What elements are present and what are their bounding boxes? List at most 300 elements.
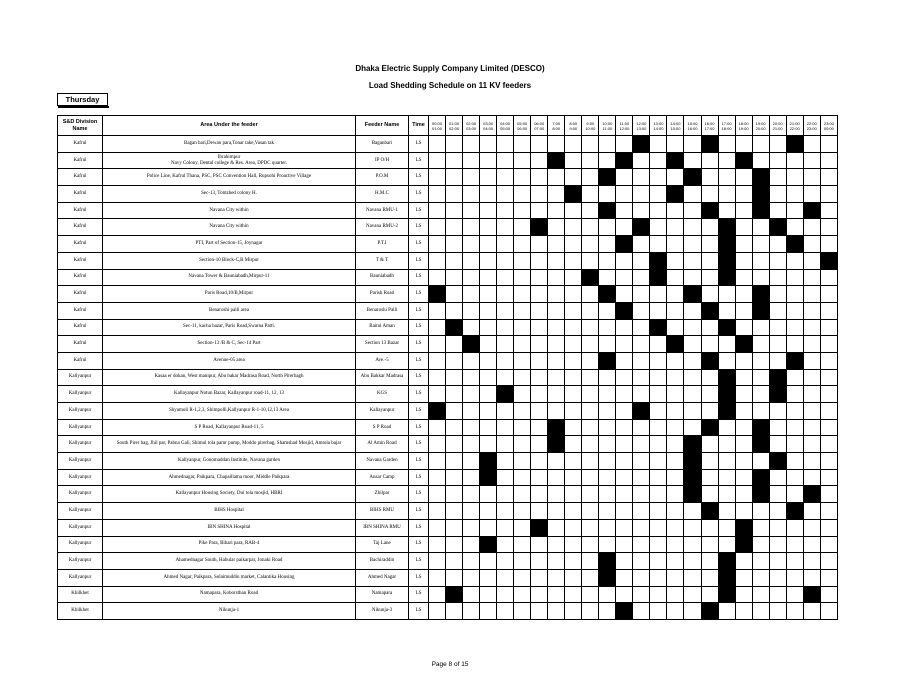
slot-cell	[786, 319, 803, 336]
division-cell: Kallyanpur	[58, 569, 103, 586]
slot-cell	[582, 286, 599, 303]
shedding-slot-cell	[701, 302, 718, 319]
table-row	[58, 603, 838, 620]
slot-cell	[650, 503, 667, 520]
slot-cell	[429, 252, 446, 269]
shedding-slot-cell	[701, 419, 718, 436]
slot-cell	[582, 536, 599, 553]
slot-cell	[463, 186, 480, 203]
slot-cell	[582, 219, 599, 236]
slot-cell	[752, 586, 769, 603]
shedding-slot-cell	[718, 269, 735, 286]
slot-cell	[735, 219, 752, 236]
slot-cell	[769, 252, 786, 269]
slot-cell	[820, 369, 837, 386]
shedding-slot-cell	[718, 386, 735, 403]
slot-cell	[650, 236, 667, 253]
shedding-slot-cell	[752, 486, 769, 503]
shedding-slot-cell	[735, 336, 752, 353]
slot-cell	[701, 569, 718, 586]
feeder-cell: Namapara	[356, 586, 409, 603]
slot-cell	[429, 419, 446, 436]
slot-cell	[514, 503, 531, 520]
slot-start: 12:00	[636, 120, 647, 126]
slot-cell	[667, 403, 684, 420]
slot-cell	[463, 403, 480, 420]
slot-cell	[497, 519, 514, 536]
slot-cell	[565, 219, 582, 236]
slot-cell	[429, 336, 446, 353]
slot-cell	[429, 169, 446, 186]
slot-cell	[752, 603, 769, 620]
slot-cell	[803, 436, 820, 453]
time-cell: LS	[409, 202, 429, 219]
shedding-slot-cell	[480, 453, 497, 470]
slot-cell	[701, 152, 718, 169]
area-cell: Kasaa er dokan, West manipur, Abu bakar Madrasa Road, North Pirerbagh	[103, 369, 356, 386]
slot-end: 14:00	[653, 125, 664, 131]
area-cell: Navana Tower & Bauniabadh,Mirpur-11	[103, 269, 356, 286]
area-cell: Kallyanpur, Gonomaddan Institute, Navana garden	[103, 453, 356, 470]
feeder-cell: Baganbari	[356, 136, 409, 153]
division-cell: Kallyanpur	[58, 369, 103, 386]
slot-cell	[446, 469, 463, 486]
slot-cell	[497, 503, 514, 520]
slot-cell	[548, 269, 565, 286]
slot-cell	[565, 369, 582, 386]
slot-cell	[820, 169, 837, 186]
slot-cell	[548, 369, 565, 386]
slot-cell	[616, 186, 633, 203]
slot-cell	[820, 302, 837, 319]
time-cell: LS	[409, 603, 429, 620]
slot-cell	[514, 403, 531, 420]
table-row	[58, 369, 838, 386]
time-slot-header	[599, 116, 616, 136]
shedding-slot-cell	[497, 386, 514, 403]
slot-cell	[769, 169, 786, 186]
slot-cell	[429, 352, 446, 369]
slot-cell	[820, 553, 837, 570]
area-cell: South Pirer bag, Jhil par, Pabna Gali, Shimul tola pamr pump, Moddo pirerbag, Shamshad Mosjid, Amtola bajar	[103, 436, 356, 453]
slot-cell	[599, 586, 616, 603]
slot-cell	[531, 536, 548, 553]
slot-end: 04:00	[483, 125, 494, 131]
slot-cell	[735, 436, 752, 453]
slot-cell	[735, 186, 752, 203]
area-cell: Ahamednagar South, Habular paikarpar, Jonaki Road	[103, 553, 356, 570]
slot-cell	[769, 503, 786, 520]
shedding-slot-cell	[718, 369, 735, 386]
slot-start: 18:00	[738, 120, 749, 126]
table-row	[58, 352, 838, 369]
shedding-slot-cell	[633, 219, 650, 236]
slot-cell	[497, 553, 514, 570]
slot-cell	[531, 419, 548, 436]
slot-cell	[735, 136, 752, 153]
slot-cell	[463, 586, 480, 603]
slot-cell	[752, 519, 769, 536]
slot-cell	[684, 503, 701, 520]
slot-cell	[769, 603, 786, 620]
time-cell: LS	[409, 152, 429, 169]
slot-cell	[633, 386, 650, 403]
division-cell: Khilkhet	[58, 603, 103, 620]
slot-cell	[803, 286, 820, 303]
slot-cell	[429, 453, 446, 470]
slot-start: 04:00	[500, 120, 511, 126]
slot-cell	[463, 503, 480, 520]
slot-cell	[752, 553, 769, 570]
division-cell: Kafrul	[58, 236, 103, 253]
shedding-slot-cell	[548, 436, 565, 453]
shedding-slot-cell	[446, 319, 463, 336]
table-header-row	[58, 116, 838, 136]
shedding-slot-cell	[667, 186, 684, 203]
slot-cell	[531, 286, 548, 303]
slot-cell	[701, 286, 718, 303]
slot-cell	[463, 603, 480, 620]
slot-cell	[786, 469, 803, 486]
slot-cell	[480, 352, 497, 369]
slot-cell	[820, 319, 837, 336]
slot-cell	[497, 469, 514, 486]
shedding-slot-cell	[463, 336, 480, 353]
slot-cell	[752, 386, 769, 403]
slot-start: 16:00	[704, 120, 715, 126]
slot-cell	[446, 269, 463, 286]
division-cell: Kafrul	[58, 136, 103, 153]
slot-cell	[446, 386, 463, 403]
time-slot-header	[718, 116, 735, 136]
slot-cell	[718, 486, 735, 503]
slot-cell	[429, 269, 446, 286]
slot-cell	[463, 302, 480, 319]
slot-cell	[463, 352, 480, 369]
slot-cell	[718, 603, 735, 620]
area-cell: Benaroshi palli area	[103, 302, 356, 319]
slot-cell	[667, 603, 684, 620]
slot-cell	[497, 369, 514, 386]
division-cell: Kallyanpur	[58, 486, 103, 503]
slot-cell	[667, 319, 684, 336]
slot-cell	[429, 186, 446, 203]
slot-cell	[599, 603, 616, 620]
slot-cell	[684, 352, 701, 369]
time-slot-header	[684, 116, 701, 136]
area-cell: PTI, Part of Section-15, Joynagar	[103, 236, 356, 253]
slot-cell	[667, 202, 684, 219]
slot-cell	[650, 336, 667, 353]
slot-cell	[599, 269, 616, 286]
slot-cell	[769, 269, 786, 286]
slot-cell	[803, 569, 820, 586]
slot-end: 23:00	[806, 125, 817, 131]
slot-start: 15:00	[687, 120, 698, 126]
slot-cell	[497, 336, 514, 353]
slot-cell	[616, 536, 633, 553]
shedding-slot-cell	[820, 252, 837, 269]
slot-cell	[633, 503, 650, 520]
slot-cell	[531, 453, 548, 470]
slot-cell	[718, 503, 735, 520]
slot-cell	[667, 169, 684, 186]
slot-cell	[786, 369, 803, 386]
slot-cell	[684, 569, 701, 586]
slot-cell	[803, 369, 820, 386]
slot-cell	[531, 369, 548, 386]
slot-start: 02:00	[466, 120, 477, 126]
slot-cell	[684, 152, 701, 169]
area-cell: S P Road, Kallayanpur Road-11, 5	[103, 419, 356, 436]
slot-end: 21:00	[772, 125, 783, 131]
slot-cell	[446, 503, 463, 520]
slot-cell	[820, 503, 837, 520]
feeder-cell: Section 13 Bazar	[356, 336, 409, 353]
division-cell: Kafrul	[58, 252, 103, 269]
slot-cell	[667, 369, 684, 386]
slot-cell	[701, 553, 718, 570]
slot-cell	[463, 269, 480, 286]
slot-cell	[667, 486, 684, 503]
slot-cell	[786, 302, 803, 319]
slot-cell	[752, 269, 769, 286]
slot-cell	[497, 152, 514, 169]
slot-cell	[446, 486, 463, 503]
slot-cell	[514, 453, 531, 470]
slot-cell	[616, 169, 633, 186]
slot-start: 17:00	[721, 120, 732, 126]
division-cell: Kallyanpur	[58, 403, 103, 420]
feeder-cell: Baunia​badh	[356, 269, 409, 286]
slot-cell	[786, 186, 803, 203]
slot-cell	[531, 236, 548, 253]
slot-cell	[769, 536, 786, 553]
slot-cell	[701, 436, 718, 453]
slot-cell	[701, 219, 718, 236]
slot-cell	[786, 252, 803, 269]
slot-cell	[548, 202, 565, 219]
slot-cell	[786, 436, 803, 453]
area-cell: IBN SHINA Hospital	[103, 519, 356, 536]
slot-cell	[650, 436, 667, 453]
slot-cell	[497, 352, 514, 369]
slot-cell	[497, 486, 514, 503]
slot-end: 20:00	[755, 125, 766, 131]
slot-cell	[497, 419, 514, 436]
time-cell: LS	[409, 536, 429, 553]
slot-cell	[463, 569, 480, 586]
slot-cell	[786, 269, 803, 286]
slot-cell	[480, 436, 497, 453]
slot-cell	[684, 586, 701, 603]
time-column-header: Time	[409, 116, 429, 136]
slot-cell	[820, 403, 837, 420]
time-cell: LS	[409, 169, 429, 186]
shedding-slot-cell	[633, 403, 650, 420]
day-box-shadow	[58, 106, 109, 108]
slot-cell	[718, 202, 735, 219]
slot-cell	[786, 519, 803, 536]
shedding-slot-cell	[701, 202, 718, 219]
shedding-slot-cell	[531, 219, 548, 236]
slot-cell	[718, 436, 735, 453]
slot-cell	[701, 519, 718, 536]
slot-cell	[514, 553, 531, 570]
slot-cell	[531, 503, 548, 520]
slot-cell	[769, 302, 786, 319]
slot-end: 10:00	[585, 125, 596, 131]
shedding-slot-cell	[718, 403, 735, 420]
feeder-cell: Ahmed Nagar	[356, 569, 409, 586]
slot-cell	[667, 519, 684, 536]
slot-cell	[514, 419, 531, 436]
slot-cell	[701, 186, 718, 203]
feeder-cell: Navana Garden	[356, 453, 409, 470]
shedding-slot-cell	[429, 286, 446, 303]
feeder-cell: Ave.-5	[356, 352, 409, 369]
slot-cell	[446, 419, 463, 436]
slot-cell	[735, 569, 752, 586]
slot-end: 8:00	[552, 125, 561, 131]
slot-cell	[497, 186, 514, 203]
slot-cell	[650, 469, 667, 486]
slot-cell	[565, 352, 582, 369]
slot-cell	[514, 219, 531, 236]
slot-cell	[803, 553, 820, 570]
slot-start: 7:00	[552, 120, 561, 126]
slot-cell	[752, 152, 769, 169]
slot-cell	[616, 369, 633, 386]
slot-cell	[429, 302, 446, 319]
day-label-box	[57, 93, 108, 106]
slot-cell	[684, 269, 701, 286]
slot-cell	[531, 136, 548, 153]
slot-cell	[803, 269, 820, 286]
shedding-slot-cell	[803, 486, 820, 503]
feeder-cell: H.M.C	[356, 186, 409, 203]
slot-cell	[650, 603, 667, 620]
slot-end: 22:00	[789, 125, 800, 131]
shedding-slot-cell	[684, 453, 701, 470]
slot-cell	[429, 586, 446, 603]
slot-cell	[599, 319, 616, 336]
slot-cell	[650, 169, 667, 186]
slot-cell	[548, 553, 565, 570]
slot-cell	[446, 403, 463, 420]
slot-cell	[480, 286, 497, 303]
slot-cell	[565, 586, 582, 603]
slot-cell	[565, 236, 582, 253]
shedding-slot-cell	[752, 169, 769, 186]
slot-cell	[429, 469, 446, 486]
time-slot-header	[633, 116, 650, 136]
slot-cell	[463, 286, 480, 303]
slot-cell	[650, 369, 667, 386]
division-cell: Kallyanpur	[58, 419, 103, 436]
slot-cell	[599, 503, 616, 520]
slot-cell	[633, 319, 650, 336]
feeder-cell: Navana RMU-1	[356, 202, 409, 219]
slot-cell	[786, 152, 803, 169]
slot-cell	[718, 519, 735, 536]
slot-cell	[752, 252, 769, 269]
slot-cell	[548, 469, 565, 486]
slot-cell	[514, 302, 531, 319]
slot-cell	[735, 486, 752, 503]
slot-cell	[769, 286, 786, 303]
area-column-header: Area Under the feeder	[103, 116, 356, 136]
shedding-slot-cell	[701, 603, 718, 620]
slot-cell	[582, 352, 599, 369]
table-row	[58, 302, 838, 319]
slot-cell	[497, 136, 514, 153]
slot-cell	[599, 453, 616, 470]
division-cell: Kafrul	[58, 152, 103, 169]
slot-cell	[820, 136, 837, 153]
slot-cell	[599, 536, 616, 553]
slot-cell	[735, 553, 752, 570]
slot-cell	[820, 453, 837, 470]
slot-cell	[480, 403, 497, 420]
slot-cell	[735, 469, 752, 486]
slot-cell	[633, 152, 650, 169]
slot-cell	[582, 386, 599, 403]
time-cell: LS	[409, 503, 429, 520]
slot-cell	[514, 202, 531, 219]
slot-cell	[446, 352, 463, 369]
slot-cell	[633, 186, 650, 203]
slot-cell	[769, 419, 786, 436]
division-cell: Kafrul	[58, 336, 103, 353]
slot-cell	[514, 519, 531, 536]
time-cell: LS	[409, 519, 429, 536]
slot-cell	[735, 236, 752, 253]
area-cell: Ibrahimpur Navy Colony, Dental college & Res. Area, DPDC quarter.	[103, 152, 356, 169]
slot-cell	[701, 536, 718, 553]
area-cell: Sec-11, kacha bazar, Paris Road,Swarna Patti.	[103, 319, 356, 336]
slot-cell	[548, 286, 565, 303]
slot-cell	[633, 553, 650, 570]
time-cell: LS	[409, 453, 429, 470]
slot-cell	[616, 269, 633, 286]
time-cell: LS	[409, 319, 429, 336]
table-row	[58, 419, 838, 436]
slot-cell	[463, 453, 480, 470]
slot-cell	[531, 586, 548, 603]
slot-cell	[650, 302, 667, 319]
table-row	[58, 519, 838, 536]
slot-cell	[667, 386, 684, 403]
slot-cell	[786, 603, 803, 620]
slot-cell	[446, 519, 463, 536]
slot-cell	[684, 319, 701, 336]
slot-cell	[531, 569, 548, 586]
slot-cell	[514, 536, 531, 553]
table-row	[58, 553, 838, 570]
slot-cell	[548, 169, 565, 186]
slot-cell	[514, 169, 531, 186]
slot-cell	[582, 603, 599, 620]
slot-cell	[531, 352, 548, 369]
slot-cell	[752, 236, 769, 253]
slot-start: 06:00	[534, 120, 545, 126]
shedding-slot-cell	[684, 169, 701, 186]
area-cell: Shyamoli R-1,2,3, Shimpolli,Kallyanpur R-1-10,12,13 Area	[103, 403, 356, 420]
slot-end: 01:00	[432, 125, 443, 131]
slot-cell	[548, 336, 565, 353]
slot-cell	[514, 236, 531, 253]
